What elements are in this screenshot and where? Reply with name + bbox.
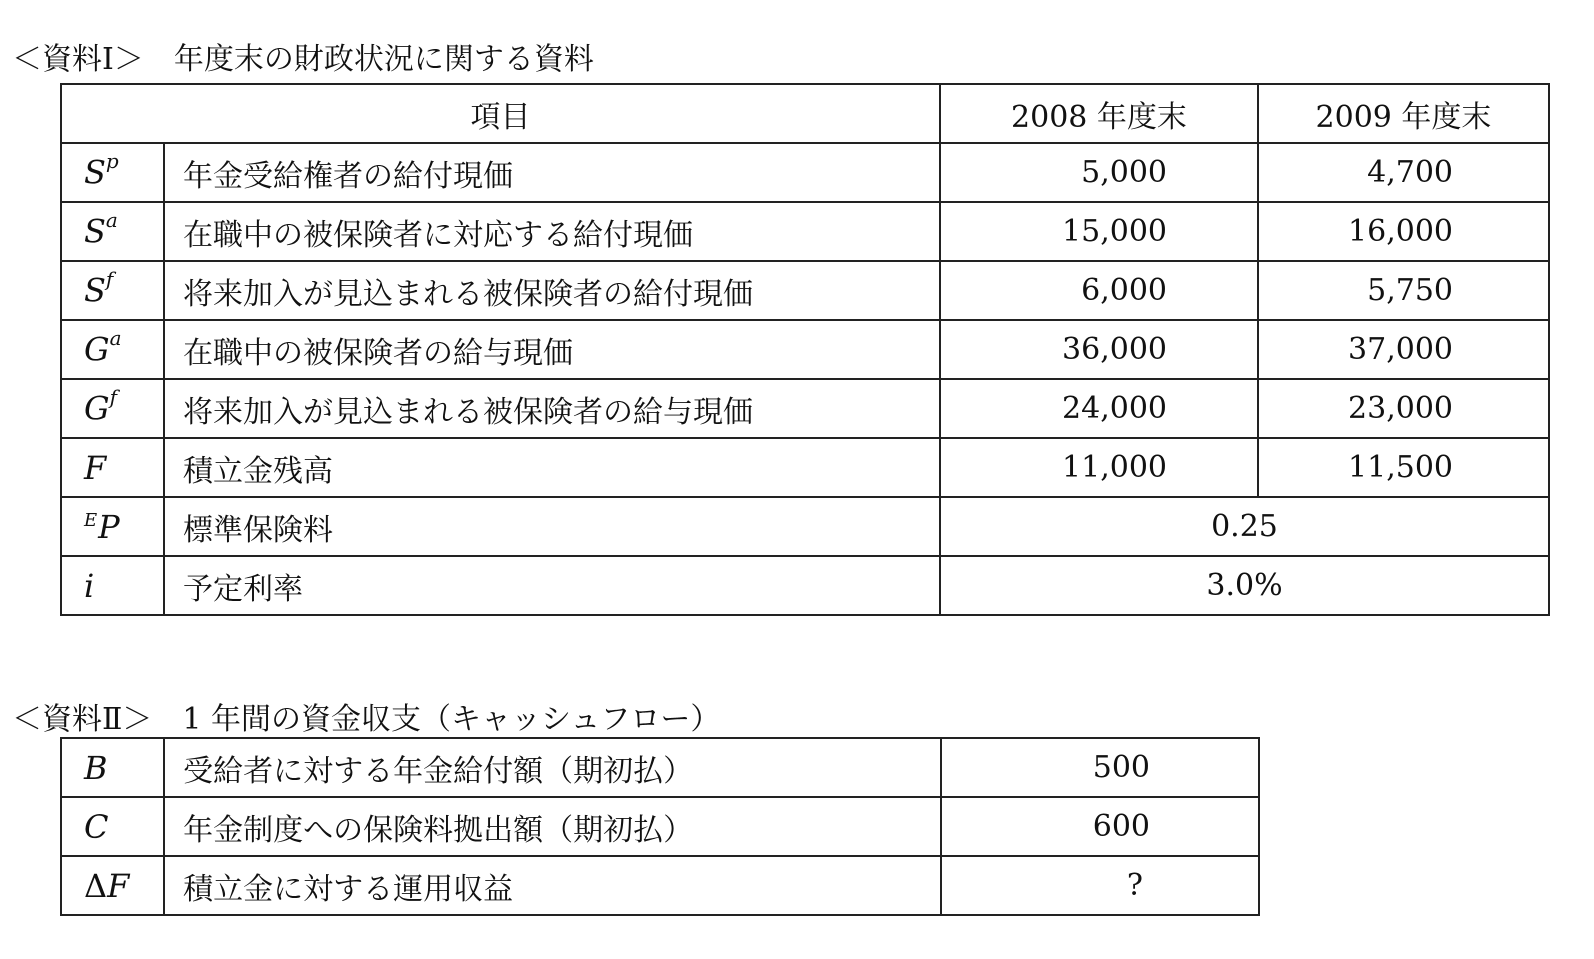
symbol-cell — [61, 497, 164, 556]
table-row — [61, 556, 1549, 615]
item-label: 積立金残高 — [164, 438, 940, 497]
symbol-sup: p — [105, 149, 119, 174]
item-label: 年金制度への保険料拠出額（期初払） — [164, 797, 941, 856]
symbol-cell — [61, 556, 164, 615]
table-row — [61, 202, 1549, 261]
symbol-sup: f — [105, 267, 114, 292]
merged-value: 3.0% — [940, 556, 1549, 615]
financial-status-table — [60, 83, 1550, 616]
symbol-cell — [61, 856, 164, 915]
table-row — [61, 320, 1549, 379]
merged-value: 0.25 — [940, 497, 1549, 556]
table-row — [61, 438, 1549, 497]
symbol-base: G — [84, 330, 110, 369]
value-2009: 4,700 — [1258, 143, 1549, 202]
table-row — [61, 738, 1259, 797]
value-2008: 24,000 — [940, 379, 1258, 438]
symbol-base: B — [84, 748, 108, 787]
item-label: 標準保険料 — [164, 497, 940, 556]
item-label: 受給者に対する年金給付額（期初払） — [164, 738, 941, 797]
header-2009: 2009 年度末 — [1258, 84, 1549, 143]
cashflow-value: 500 — [941, 738, 1259, 797]
symbol-sup: a — [109, 326, 122, 351]
cashflow-value: ? — [941, 856, 1259, 915]
cashflow-value: 600 — [941, 797, 1259, 856]
table-row — [61, 143, 1549, 202]
symbol-prefix: Δ — [84, 866, 108, 905]
table-row — [61, 797, 1259, 856]
value-2008: 36,000 — [940, 320, 1258, 379]
item-label: 将来加入が見込まれる被保険者の給付現価 — [164, 261, 940, 320]
symbol-cell — [61, 379, 164, 438]
symbol-sup: f — [109, 385, 117, 410]
symbol-sup: a — [105, 208, 118, 233]
header-item: 項目 — [61, 84, 940, 143]
section2-heading: ＜資料Ⅱ＞ 1 年間の資金収支（キャッシュフロー） — [12, 702, 721, 737]
symbol-base: S — [84, 212, 106, 251]
symbol-cell — [61, 738, 164, 797]
value-2009: 11,500 — [1258, 438, 1549, 497]
value-2009: 37,000 — [1258, 320, 1549, 379]
symbol-cell — [61, 320, 164, 379]
symbol-base: F — [84, 448, 107, 487]
symbol-base: S — [84, 153, 106, 192]
symbol-base: G — [84, 389, 110, 428]
symbol-base: i — [84, 566, 95, 605]
value-2008: 15,000 — [940, 202, 1258, 261]
header-2008: 2008 年度末 — [940, 84, 1258, 143]
cashflow-table — [60, 737, 1260, 916]
value-2009: 5,750 — [1258, 261, 1549, 320]
table-row — [61, 379, 1549, 438]
item-label: 将来加入が見込まれる被保険者の給与現価 — [164, 379, 940, 438]
value-2009: 23,000 — [1258, 379, 1549, 438]
symbol-cell — [61, 202, 164, 261]
value-2008: 6,000 — [940, 261, 1258, 320]
section1-heading: ＜資料Ⅰ＞ 年度末の財政状況に関する資料 — [12, 42, 594, 77]
value-2008: 5,000 — [940, 143, 1258, 202]
item-label: 年金受給権者の給付現価 — [164, 143, 940, 202]
symbol-prefix: E — [84, 509, 98, 531]
symbol-cell — [61, 438, 164, 497]
symbol-base: P — [98, 507, 120, 546]
symbol-base: S — [84, 271, 106, 310]
table-header-row — [61, 84, 1549, 143]
symbol-cell — [61, 143, 164, 202]
item-label: 予定利率 — [164, 556, 940, 615]
value-2009: 16,000 — [1258, 202, 1549, 261]
symbol-base: C — [84, 807, 109, 846]
item-label: 在職中の被保険者に対応する給付現価 — [164, 202, 940, 261]
item-label: 積立金に対する運用収益 — [164, 856, 941, 915]
table-row — [61, 497, 1549, 556]
table-row — [61, 856, 1259, 915]
value-2008: 11,000 — [940, 438, 1258, 497]
item-label: 在職中の被保険者の給与現価 — [164, 320, 940, 379]
table-row — [61, 261, 1549, 320]
symbol-base: F — [107, 866, 130, 905]
symbol-cell — [61, 797, 164, 856]
symbol-cell — [61, 261, 164, 320]
